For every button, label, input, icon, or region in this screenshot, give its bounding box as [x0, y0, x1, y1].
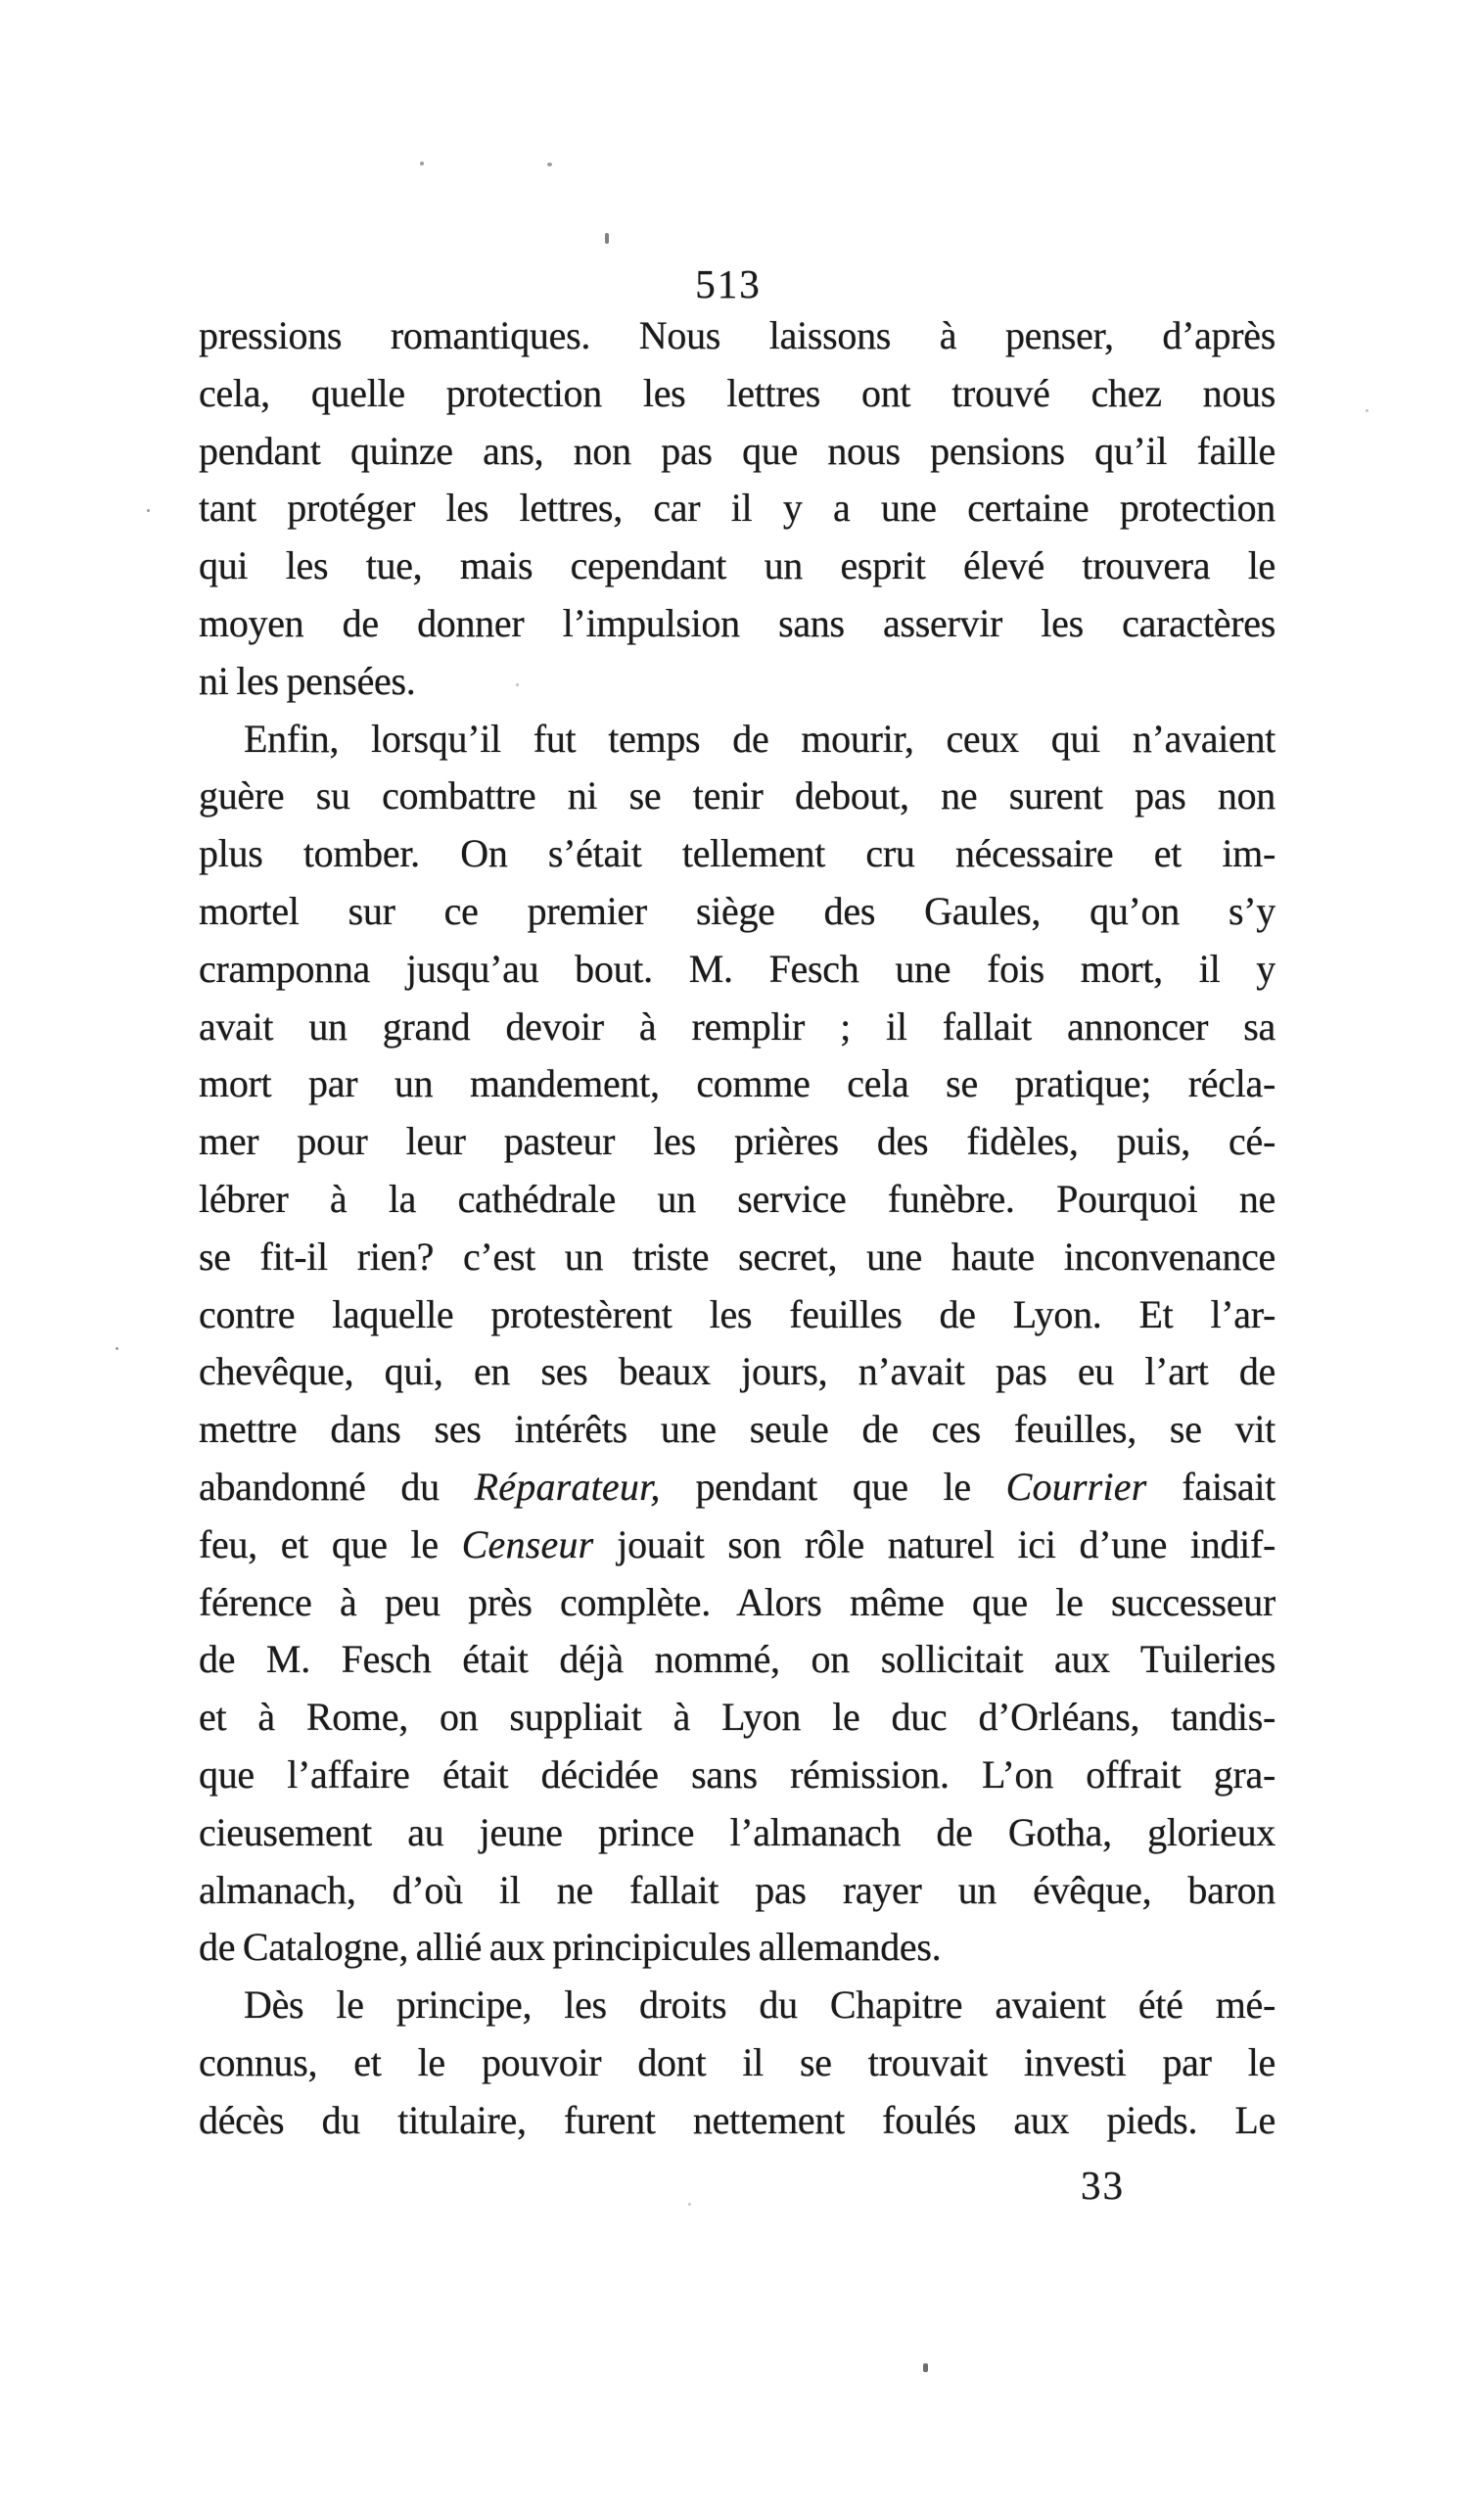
text-line	[199, 537, 1275, 595]
text-line	[199, 423, 1275, 481]
text-line	[199, 1862, 1275, 1920]
text-block	[199, 307, 1275, 2150]
text-line	[199, 711, 1275, 769]
italic-text: Réparateur,	[474, 1464, 661, 1509]
text-line	[199, 825, 1275, 883]
text-line	[199, 1286, 1275, 1344]
body-text: contre laquelle protestèrent les feuilles de Lyon. Et l’ar-	[199, 1291, 1275, 1336]
text-line	[199, 1113, 1275, 1171]
body-text: cela, quelle protection les lettres ont trouvé chez nous	[199, 370, 1275, 415]
body-text: plus tomber. On s’était tellement cru nécessaire et im-	[199, 831, 1275, 876]
body-text: pressions romantiques. Nous laissons à penser, d’après	[199, 313, 1275, 357]
scan-speck	[605, 233, 609, 244]
body-text: mer pour leur pasteur les prières des fidèles, puis, cé-	[199, 1119, 1275, 1164]
body-text: férence à peu près complète. Alors même que le successeur	[199, 1579, 1275, 1624]
body-text: mort par un mandement, comme cela se pratique; récla-	[199, 1061, 1275, 1106]
text-line	[199, 1229, 1275, 1286]
text-line	[199, 1517, 1275, 1574]
body-text: feu, et que le	[199, 1521, 462, 1566]
italic-text: Censeur	[461, 1521, 594, 1566]
text-line	[199, 2092, 1275, 2150]
scan-speck	[116, 1347, 118, 1350]
text-line	[199, 1055, 1275, 1113]
body-text: décès du titulaire, furent nettement foulés aux pieds. Le	[199, 2097, 1275, 2142]
text-line	[199, 1631, 1275, 1689]
body-text: de M. Fesch était déjà nommé, on sollicitait aux Tuileries	[199, 1637, 1275, 1682]
body-text: mortel sur ce premier siège des Gaules, qu’on s’y	[199, 888, 1275, 933]
body-text: almanach, d’où il ne fallait pas rayer un évêque, baron	[199, 1867, 1275, 1912]
body-text: pendant que le	[660, 1464, 1006, 1509]
body-text: connus, et le pouvoir dont il se trouvait investi par le	[199, 2039, 1275, 2084]
body-text: Enfin, lorsqu’il fut temps de mourir, ceux qui n’avaient	[244, 716, 1275, 761]
body-text: et à Rome, on suppliait à Lyon le duc d’Orléans, tandis-	[199, 1695, 1275, 1740]
body-text: se fit-il rien? c’est un triste secret, une haute inconvenance	[199, 1234, 1275, 1279]
body-text: abandonné du	[199, 1464, 475, 1509]
body-text: chevêque, qui, en ses beaux jours, n’avait pas eu l’art de	[199, 1349, 1275, 1394]
scan-speck	[147, 509, 150, 512]
text-line	[199, 768, 1275, 825]
text-line	[199, 1459, 1275, 1517]
text-line	[199, 941, 1275, 999]
body-text: mettre dans ses intérêts une seule de ces feuilles, se vit	[199, 1407, 1275, 1452]
body-text: avait un grand devoir à remplir ; il fallait annoncer sa	[199, 1003, 1275, 1049]
body-text: que l’affaire était décidée sans rémission. L’on offrait gra-	[199, 1751, 1275, 1797]
text-line	[199, 307, 1275, 365]
text-line	[199, 1804, 1275, 1862]
body-text: lébrer à la cathédrale un service funèbre. Pourquoi ne	[199, 1176, 1275, 1221]
text-line	[199, 595, 1275, 653]
text-line	[199, 365, 1275, 423]
text-line	[199, 2034, 1275, 2092]
text-line	[199, 1171, 1275, 1229]
body-text: jouait son rôle naturel ici d’une indif-	[593, 1521, 1275, 1566]
scan-speck	[420, 162, 424, 165]
text-line	[199, 999, 1275, 1056]
body-text: pendant quinze ans, non pas que nous pensions qu’il faille	[199, 428, 1275, 473]
scan-speck	[1366, 409, 1368, 412]
text-line	[199, 653, 1275, 711]
scan-speck	[547, 163, 552, 166]
body-text: qui les tue, mais cependant un esprit élevé trouvera le	[199, 543, 1275, 588]
body-text: tant protéger les lettres, car il y a une certaine protection	[199, 486, 1275, 531]
page-number: 513	[695, 261, 762, 306]
text-line	[199, 480, 1275, 537]
scan-speck	[516, 683, 519, 686]
body-text: guère su combattre ni se tenir debout, ne surent pas non	[199, 773, 1275, 818]
text-line	[199, 1747, 1275, 1804]
text-line	[199, 1574, 1275, 1632]
body-text: cramponna jusqu’au bout. M. Fesch une fois mort, il y	[199, 946, 1275, 991]
body-text: ni les pensées.	[199, 658, 416, 703]
body-text: faisait	[1146, 1464, 1275, 1509]
signature-mark: 33	[1081, 2163, 1125, 2208]
body-text: Dès le principe, les droits du Chapitre avaient été mé-	[244, 1983, 1275, 2028]
text-line	[199, 1919, 1275, 1977]
scan-speck	[688, 2203, 691, 2206]
text-line	[199, 1977, 1275, 2034]
text-line	[199, 1343, 1275, 1401]
text-line	[199, 883, 1275, 941]
italic-text: Courrier	[1005, 1464, 1147, 1509]
text-line	[199, 1401, 1275, 1459]
body-text: cieusement au jeune prince l’almanach de Gotha, glorieux	[199, 1809, 1275, 1854]
body-text: de Catalogne, allié aux principicules allemandes.	[199, 1925, 942, 1970]
scan-speck	[923, 2363, 928, 2372]
body-text: moyen de donner l’impulsion sans asservir les caractères	[199, 600, 1275, 645]
text-line	[199, 1689, 1275, 1747]
